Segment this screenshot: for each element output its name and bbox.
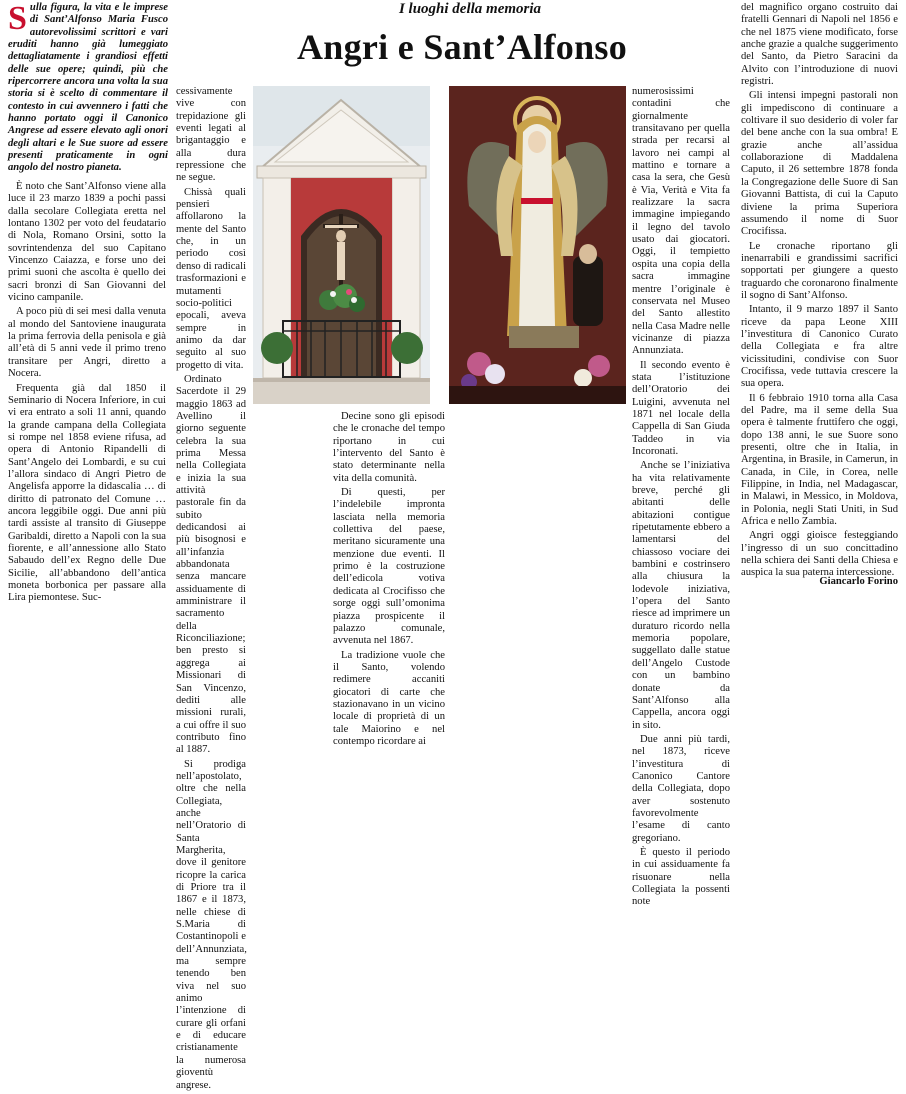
paragraph: Ordinato Sacerdote il 29 maggio 1863 ad Avellino il giorno seguente celebra la sua prima Messa nella Collegiata e inizia la sua attività pastorale fin da subito dedicandosi ai più bisognosi e all’infanzia abbandonata senza mancare assiduamente di amministrare il sacramento della Riconciliazione; ben presto si aggrega ai Missionari di San Vincenzo, dediti alle missioni rurali, a cui offre il suo contributo fino al 1887. — [176, 373, 246, 756]
paragraph: Si prodiga nell’apostolato, oltre che nella Collegiata, anche nell’Oratorio di Santa Margherita, dove il genitore ricopre la carica di Priore tra il 1867 e il 1873, nelle chiese di S.Maria di Costantinopoli e dell’Annunziata, ma sempre tenendo ben viva nel suo animo l’intenzione di curare gli orfani e di educare cristianamente la numerosa gioventù angrese. — [176, 758, 247, 1091]
paragraph: Gli intensi impegni pastorali non gli impediscono di continuare a coltivare il suo desiderio di voler far del bene anche con la sua ombra! E grazie anche all’assidua collaborazione di Maddalena Caputo, il 26 settembre 1878 fonda la Congregazione delle Suore di San Giovanni Battista, di cui la Caputo diviene la prima Superiora assumendo il nome di Suor Crocifissa. — [741, 90, 898, 238]
drop-cap: S — [8, 0, 27, 37]
column-2-lower — [333, 411, 445, 750]
paragraph: Il 6 febbraio 1910 torna alla Casa del Padre, ma il seme della Sua opera è talmente fruttifero che oggi, dopo 138 anni, le sue Suore sono presenti, oltre che in Italia, in Argentina, in Brasile, in Camerun, in Canada, in Cile, in Corea, nelle Filippine, in India, nel Madagascar, in Malawi, in Messico, in Moldova, in Polonia, negli Stati Uniti, in Sud Africa e nello Zambia. — [741, 392, 898, 528]
paragraph: È questo il periodo in cui assiduamente fa risuonare nella Collegiata la possenti note — [632, 846, 730, 908]
article-intro — [8, 2, 168, 175]
article-headline: Angri e Sant’Alfonso — [296, 27, 628, 67]
paragraph: del magnifico organo costruito dai fratelli Gennari di Napoli nel 1856 e che nel 1875 viene modificato, forse anche grazie a qualche suggerimento del Santo, da Pietro Saracini da Alvito con l’introduzione di nuovi registri. — [741, 2, 898, 88]
paragraph: Anche se l’iniziativa ha vita relativamente breve, perché gli abitanti delle abitazioni contigue ripetutamente ebbero a lamentarsi del chiassoso vociare dei bambini e costrinsero alla chiusura la lodevole iniziativa, l’opera del Santo riesce ad imprimere un duraturo ricordo nella memoria popolare, suggellato dalle statue dell’Angelo Custode con un bambino donate da Sant’Alfonso alla Cappella, ancora oggi in sito. — [632, 460, 730, 731]
paragraph: La tradizione vuole che il Santo, volendo redimere accaniti giocatori di carte che stazionavano in un vicino locale di proprietà di un tale Maiorino e nel contempo ricordare ai — [333, 649, 445, 747]
paragraph: Chissà quali pensieri affollarono la mente del Santo che, in un periodo così denso di radicali trasformazioni e mutamenti socio-politici epocali, aveva sempre in animo da dar seguito al suo progetto di vita. — [176, 186, 247, 371]
paragraph: Di questi, per l’indelebile impronta lasciata nella memoria collettiva del paese, meritano sicuramente una menzione due eventi. Il primo è la costruzione dell’edicola votiva dedicata al Crocifisso che sorge oggi sull’omonima piazza prospicente il palazzo comunale, avvenuta nel 1867. — [333, 487, 445, 647]
paragraph: cessivamente vive con trepidazione gli eventi legati al brigantaggio e alla dura repressione che ne segue. — [176, 86, 246, 184]
section-kicker: I luoghi della memoria — [398, 1, 542, 17]
column-3 — [632, 86, 730, 911]
paragraph: Angri oggi gioisce festeggiando l’ingresso di un suo concittadino nella schiera dei Santi della Chiesa e auspica la sua paterna intercessione. — [741, 530, 898, 579]
paragraph: Frequenta già dal 1850 il Seminario di Nocera Inferiore, in cui vi era entrato a soli 11 anni, quando la grande campana della Collegiata si rompe nel 1858 eviene rifusa, ad opera di Antonio Ripandelli di Sant’Angelo dei Lombardi, e su cui l’allora sindaco di Angri Pietro de Angelisfa apporre la didascalia … di diritto di patronato del Comune … ancora leggibile oggi. Due anni più tardi assiste al transito di Giuseppe Garibaldi, diretto a Napoli con la sua fiorente, e all’annessione allo Stato Sabaudo dell’ex Regno delle Due Sicilie, all’abbandono dell’antica moneta borbonica per passare alla Lira piemontese. Suc- — [8, 382, 166, 604]
paragraph: Decine sono gli episodi che le cronache del tempo riportano in cui l’intervento del Santo è stato determinante nella vita della comunità. — [333, 411, 445, 484]
paragraph: Intanto, il 9 marzo 1897 il Santo riceve da papa Leone XIII l’investitura di Canonico Curato della Collegiata e fra altre vicissitudini, condivise con Suor Crocifissa, vede tuttavia crescere la sua opera. — [741, 304, 898, 390]
paragraph: Il secondo evento è stata l’istituzione dell’Oratorio dei Luigini, avvenuta nel 1871 nel locale della Cappella di San Giuda Taddeo in via Incoronati. — [632, 359, 730, 457]
paragraph: Le cronache riportano gli inenarrabili e grandissimi sacrifici sopportati per giungere a questo traguardo che coronarono finalmente il sogno di Sant’Alfonso. — [741, 240, 898, 301]
paragraph: A poco più di sei mesi dalla venuta al mondo del Santoviene inaugurata la prima ferrovia della penisola e già all’età di 5 anni vede il primo treno transitare per Angri, diretto a Nocera. — [8, 306, 166, 380]
statue-photo — [449, 86, 626, 404]
intro-text: ulla figura, la vita e le imprese di Sant’Alfonso Maria Fusco autorevolissimi scrittori e vari eruditi hanno già lumeggiato dettagliatamente i grandiosi effetti delle sue opere; quindi, più che ripercorrere ancora una volta la sua storia si è scelto di commentare il contesto in cui avvennero i fatti che hanno portato oggi il Canonico Angrese ad essere elevato agli onori degli altari e le Sue suore ad essere presenti praticamente in ogni angolo del nostro pianeta. — [8, 2, 168, 174]
column-4 — [741, 2, 898, 582]
paragraph: È noto che Sant’Alfonso viene alla luce il 23 marzo 1839 a pochi passi dalla secolare Collegiata eretta nel lontano 1302 per voto del feudatario di Nola, Romano Orsini, sotto la sovrintendenza del suo Capitano Vincenzo Caiazza, e forse uno dei primi suoni che ascolta è quello dei sacri bronzi di San Giovanni del vicino campanile. — [8, 181, 166, 304]
chapel-photo — [253, 86, 430, 404]
column-2-narrow — [176, 86, 246, 1094]
column-1 — [8, 181, 166, 607]
paragraph: numerosissimi contadini che giornalmente transitavano per quella strada per recarsi al lavoro nei campi al mattino e tornare a casa la sera, che Gesù è Via, Verità e Vita fa realizzare la sacra immagine impiegando il legno del tavolo usato dai giocatori. Oggi, il tempietto ospita una copia della sacra immagine mentre l’originale è conservata nel Museo del Santo allestito nella Casa Madre nelle vicinanze di piazza Annunziata. — [632, 86, 730, 357]
paragraph: Due anni più tardi, nel 1873, riceve l’investitura di Canonico Cantore della Collegiata, dopo aver sostenuto favorevolmente l’esame di canto gregoriano. — [632, 733, 730, 844]
author-signature: Giancarlo Forino — [819, 576, 898, 587]
